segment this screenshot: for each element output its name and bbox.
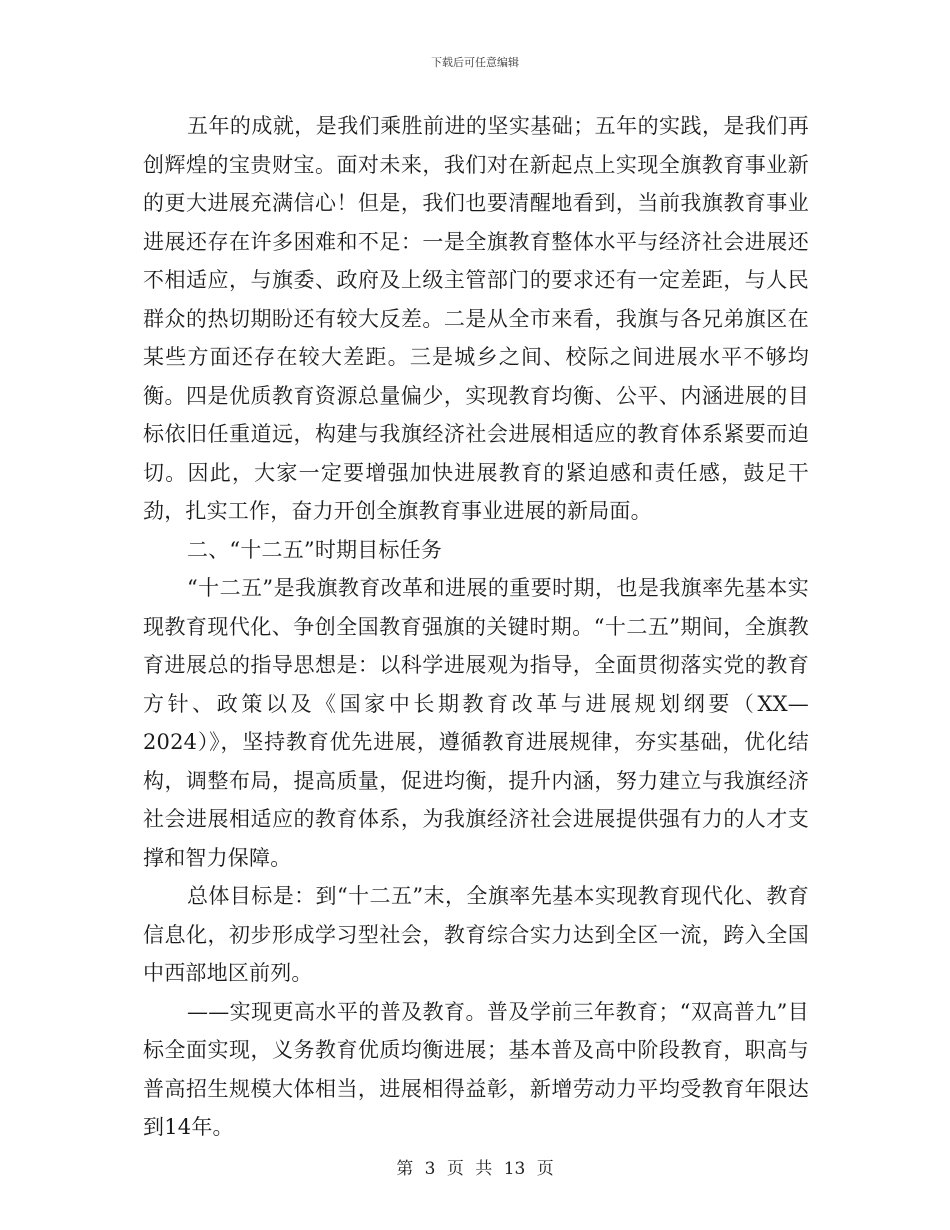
page-header: 下载后可任意编辑 — [431, 56, 519, 69]
paragraph-guiding-ideology: “十二五”是我旗教育改革和进展的重要时期，也是我旗率先基本实现教育现代化、争创全国教育强旗的关键时期。“十二五”期间，全旗教育进展总的指导思想是：以科学进展观为指导，全面贯彻落实党的教育方针、政策以及《国家中长期教育改革与进展规划纲要（XX—2024）》，坚持教育优先进展，遵循教育进展规律，夯实基础，优化结构，调整布局，提高质量，促进均衡，提升内涵，努力建立与我旗经济社会进展相适应的教育体系，为我旗经济社会进展提供强有力的人才支撑和智力保障。 — [143, 576, 809, 870]
section-heading: 二、“十二五”时期目标任务 — [187, 537, 443, 562]
paragraph-achievements: 五年的成就，是我们乘胜前进的坚实基础；五年的实践，是我们再创辉煌的宝贵财宝。面对未来，我们对在新起点上实现全旗教育事业新的更大进展充满信心！但是，我们也要清醒地看到，当前我旗教育事业进展还存在许多困难和不足：一是全旗教育整体水平与经济社会进展还不相适应，与旗委、政府及上级主管部门的要求还有一定差距，与人民群众的热切期盼还有较大反差。二是从全市来看，我旗与各兄弟旗区在某些方面还存在较大差距。三是城乡之间、校际之间进展水平不够均衡。四是优质教育资源总量偏少，实现教育均衡、公平、内涵进展的目标依旧任重道远，构建与我旗经济社会进展相适应的教育体系紧要而迫切。因此，大家一定要增强加快进展教育的紧迫感和责任感，鼓足干劲，扎实工作，奋力开创全旗教育事业进展的新局面。 — [143, 114, 809, 523]
paragraph-overall-goal: 总体目标是：到“十二五”末，全旗率先基本实现教育现代化、教育信息化，初步形成学习型社会，教育综合实力达到全区一流，跨入全国中西部地区前列。 — [143, 884, 809, 985]
document-body — [143, 107, 809, 1147]
paragraph-universal-education: ——实现更高水平的普及教育。普及学前三年教育；“双高普九”目标全面实现，义务教育优质均衡进展；基本普及高中阶段教育，职高与普高招生规模大体相当，进展相得益彰，新增劳动力平均受教育年限达到14年。 — [143, 999, 809, 1139]
page-number: 第 3 页 共 13 页 — [396, 1159, 554, 1179]
